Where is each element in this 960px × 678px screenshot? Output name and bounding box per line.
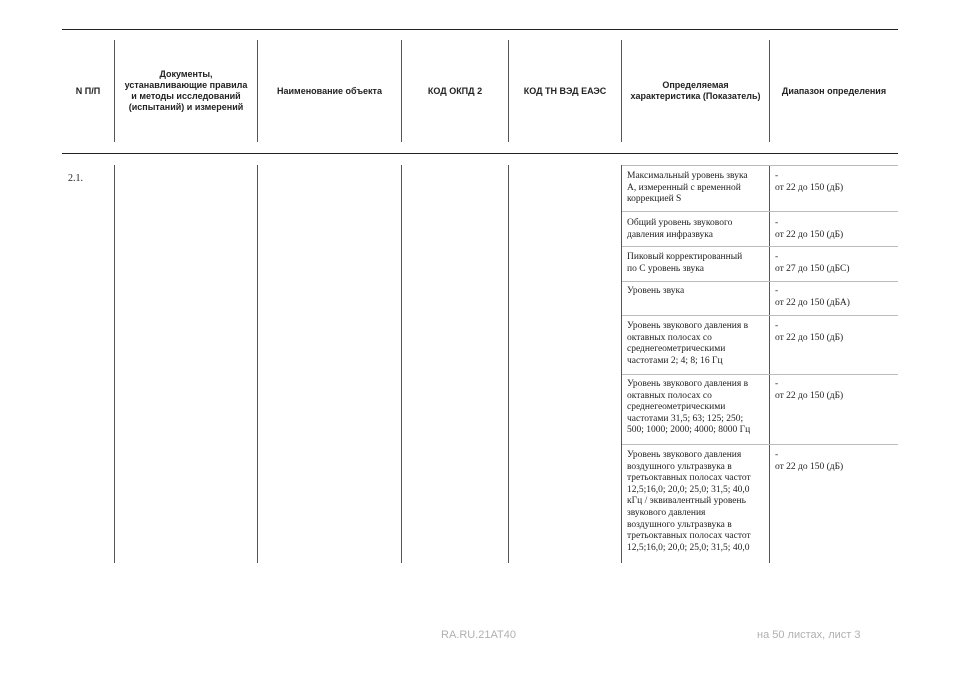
characteristic-cell: Уровень звукового давления в октавных полосах со среднегеометрическими частотами 2; 4; 8; 16 Гц (627, 321, 749, 366)
range-cell: - от 22 до 150 (дБ) (775, 379, 844, 401)
characteristic-cell: Уровень звука (627, 286, 685, 296)
header-col-tnved-code: КОД ТН ВЭД ЕАЭС (523, 85, 607, 96)
characteristic-cell: Максимальный уровень звука А, измеренный с временной коррекцией S (627, 171, 748, 205)
characteristic-cell: Уровень звукового давления в октавных полосах со среднегеометрическими частотами 31,5; 63; 125; 250; 500; 1000; 2000; 4000; 8000 Гц (627, 379, 751, 436)
range-cell: - от 22 до 150 (дБ) (775, 171, 844, 193)
range-cell: - от 22 до 150 (дБ) (775, 450, 844, 472)
characteristic-cell: Пиковый корректированный по С уровень звука (627, 252, 743, 274)
header-bottom-rule (62, 153, 898, 154)
footer-page-counter: на 50 листах, лист 3 (757, 629, 861, 641)
footer-doc-id: RA.RU.21AT40 (441, 629, 516, 641)
subrow-separator (622, 315, 898, 316)
body-col-divider (621, 165, 622, 563)
range-cell: - от 22 до 150 (дБА) (775, 286, 850, 308)
header-col-range: Диапазон определения (781, 85, 887, 96)
body-col-divider (114, 165, 115, 563)
body-col-divider (257, 165, 258, 563)
range-cell: - от 22 до 150 (дБ) (775, 321, 844, 343)
body-col-divider (401, 165, 402, 563)
range-cell: - от 22 до 150 (дБ) (775, 218, 844, 240)
characteristic-cell: Уровень звукового давления воздушного ультразвука в третьоктавных полосах частот 12,5;16,0; 20,0; 25,0; 31,5; 40,0 кГц / эквивалентный уровень звукового давления воздушного ультразвука в третьоктавных полосах частот 12,5;16,0; 20,0; 25,0; 31,5; 40,0 (627, 450, 751, 553)
range-cell: - от 27 до 150 (дБС) (775, 252, 850, 274)
header-col-object-name: Наименование объекта (277, 85, 382, 96)
row-number: 2.1. (68, 173, 83, 184)
subrow-separator (622, 444, 898, 445)
body-col-divider (769, 165, 770, 563)
body-col-divider (508, 165, 509, 563)
header-col-okpd2-code: КОД ОКПД 2 (427, 85, 483, 96)
subrow-separator (622, 211, 898, 212)
subrow-separator (622, 246, 898, 247)
header-col-documents: Документы, устанавливающие правила и методы исследований (испытаний) и измерений (124, 69, 248, 112)
header-col-number: N П/П (75, 85, 101, 96)
header-col-characteristic: Определяемая характеристика (Показатель) (630, 80, 761, 101)
characteristic-cell: Общий уровень звукового давления инфразвука (627, 218, 733, 240)
header-top-rule (62, 29, 898, 30)
subrow-separator (622, 165, 898, 166)
subrow-separator (622, 281, 898, 282)
subrow-separator (622, 374, 898, 375)
